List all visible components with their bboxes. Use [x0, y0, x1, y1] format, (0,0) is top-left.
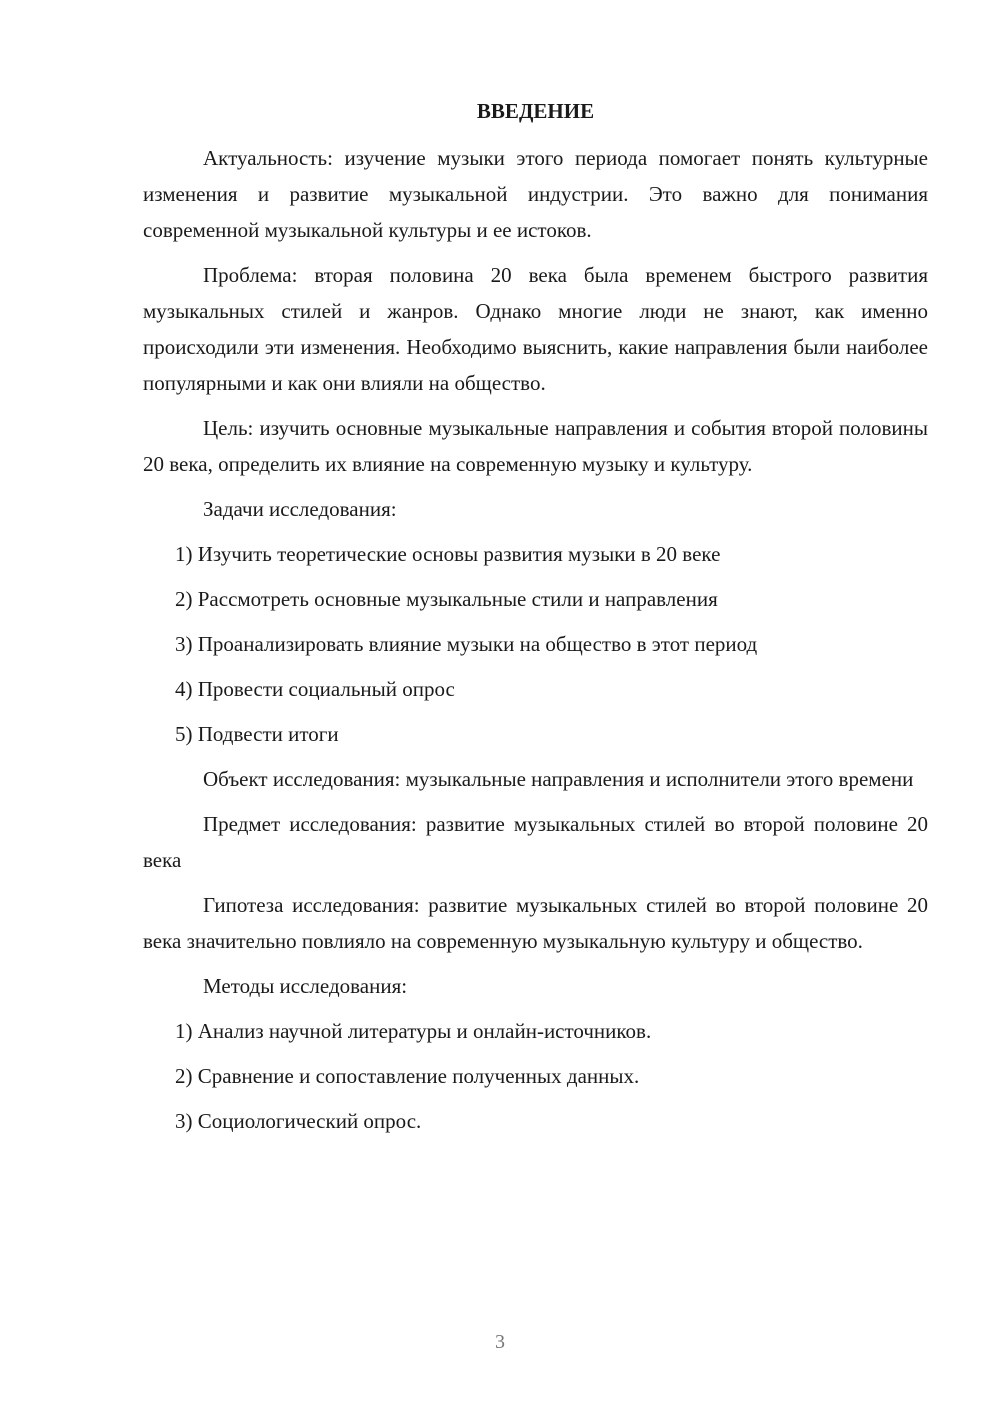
- page-title: ВВЕДЕНИЕ: [476, 99, 595, 123]
- subject-paragraph: Предмет исследования: развитие музыкальных стилей во второй половине 20 века: [143, 812, 928, 872]
- page-number: 3: [495, 1331, 505, 1353]
- goal-paragraph: Цель: изучить основные музыкальные направления и события второй половины 20 века, определить их влияние на современную музыку и культуру.: [143, 416, 928, 476]
- document-page: [143, 96, 928, 1148]
- list-item: 1) Анализ научной литературы и онлайн-источников.: [175, 1019, 652, 1043]
- tasks-title: Задачи исследования:: [203, 497, 397, 521]
- list-item: 2) Сравнение и сопоставление полученных данных.: [175, 1064, 640, 1088]
- list-item: 1) Изучить теоретические основы развития музыки в 20 веке: [175, 542, 721, 566]
- problem-paragraph: Проблема: вторая половина 20 века была временем быстрого развития музыкальных стилей и жанров. Однако многие люди не знают, как именно происходили эти изменения. Необходимо выяснить, какие направления были наиболее популярными и как они влияли на общество.: [143, 263, 928, 395]
- tasks-list: [143, 536, 928, 752]
- hypothesis-paragraph: Гипотеза исследования: развитие музыкальных стилей во второй половине 20 века значительно повлияло на современную музыкальную культуру и общество.: [143, 893, 928, 953]
- list-item: 3) Проанализировать влияние музыки на общество в этот период: [175, 632, 758, 656]
- object-paragraph: Объект исследования: музыкальные направления и исполнители этого времени: [203, 767, 914, 791]
- list-item: 4) Провести социальный опрос: [175, 677, 455, 701]
- list-item: 5) Подвести итоги: [175, 722, 339, 746]
- methods-title: Методы исследования:: [203, 974, 408, 998]
- list-item: 2) Рассмотреть основные музыкальные стили и направления: [175, 587, 718, 611]
- list-item: 3) Социологический опрос.: [175, 1109, 422, 1133]
- methods-list: [143, 1013, 928, 1139]
- relevance-paragraph: Актуальность: изучение музыки этого периода помогает понять культурные изменения и развитие музыкальной индустрии. Это важно для понимания современной музыкальной культуры и ее истоков.: [143, 146, 928, 242]
